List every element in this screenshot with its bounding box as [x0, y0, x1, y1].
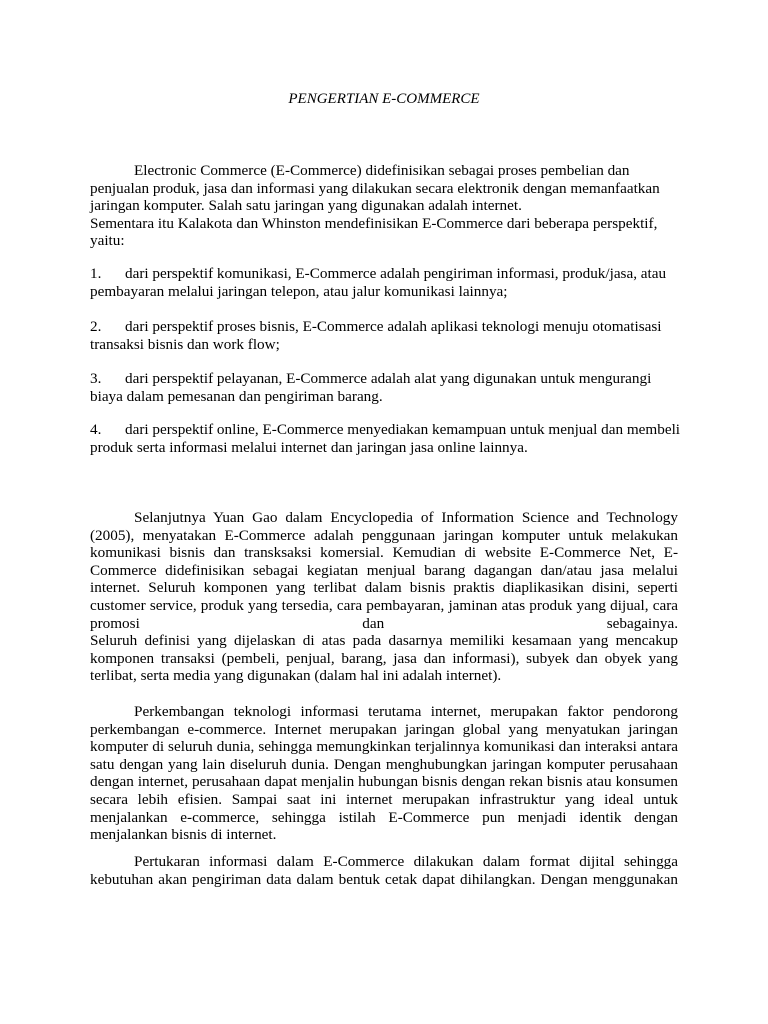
text-line: Selanjutnya Yuan Gao dalam Encyclopedia of Information Science and Technology: [134, 509, 678, 526]
perspective-item: [90, 370, 678, 405]
list-text: pembayaran melalui jaringan telepon, atau jalur komunikasi lainnya;: [90, 282, 508, 300]
text-line: jaringan komputer. Salah satu jaringan yang digunakan adalah internet.: [90, 197, 522, 215]
technology-paragraph: [90, 703, 678, 844]
text-line: internet. Seluruh komponen yang terlibat dalam bisnis praktis diaplikasikan disini, seperti: [90, 579, 678, 597]
list-text: dari perspektif pelayanan, E-Commerce adalah alat yang digunakan untuk mengurangi: [125, 370, 652, 387]
text-line: Seluruh definisi yang dijelaskan di atas pada dasarnya memiliki kesamaan yang mencakup: [90, 632, 678, 649]
list-number: 3.: [90, 370, 102, 387]
text-line: penjualan produk, jasa dan informasi yang dilakukan secara elektronik dengan memanfaatkan: [90, 179, 660, 197]
text-line: menjalankan bisnis di internet.: [90, 826, 277, 844]
list-text: dari perspektif komunikasi, E-Commerce adalah pengiriman informasi, produk/jasa, atau: [125, 265, 667, 282]
text-line: komunikasi bisnis dan transksaksi komersial. Kemudian di website E-Commerce Net, E-: [90, 544, 678, 562]
text-line: komputer di seluruh dunia, sehingga memungkinkan terjalinnya komunikasi dan interaksi antara: [90, 738, 678, 756]
text-line: Sementara itu Kalakota dan Whinston mendefinisikan E-Commerce dari beberapa perspektif,: [90, 214, 658, 232]
list-number: 4.: [90, 421, 102, 438]
list-number: 2.: [90, 318, 102, 335]
text-line: Electronic Commerce (E-Commerce) didefinisikan sebagai proses pembelian dan: [134, 162, 630, 179]
list-text: dari perspektif online, E-Commerce menyediakan kemampuan untuk menjual dan membeli: [125, 421, 681, 438]
text-line: Pertukaran informasi dalam E-Commerce dilakukan dalam format dijital sehingga: [134, 853, 678, 870]
definition-summary-paragraph: [90, 632, 678, 685]
text-line: menjalankan e-commerce, sehingga istilah E-Commerce pun menjadi identik dengan: [90, 808, 678, 826]
text-line: komponen transaksi (pembeli, penjual, barang, jasa dan informasi), subyek dan obyek yang: [90, 649, 678, 667]
perspective-item: [90, 318, 678, 353]
list-text: produk serta informasi melalui internet dan jaringan jasa online lainnya.: [90, 438, 528, 456]
list-text: transaksi bisnis dan work flow;: [90, 335, 280, 353]
list-text: biaya dalam pemesanan dan pengiriman barang.: [90, 387, 383, 405]
list-number: 1.: [90, 265, 102, 282]
exchange-paragraph: [90, 853, 678, 888]
text-line: secara lebih efisien. Sampai saat ini internet merupakan infrastruktur yang ideal untuk: [90, 790, 678, 808]
text-line: terlibat, serta media yang digunakan (dalam hal ini adalah internet).: [90, 667, 502, 685]
text-line: dengan internet, perusahaan dapat menjalin hubungan bisnis dengan rekan bisnis atau konsumen: [90, 773, 678, 791]
text-line: (2005), menyatakan E-Commerce adalah penggunaan jaringan komputer untuk melakukan: [90, 526, 678, 544]
page-title: PENGERTIAN E-COMMERCE: [288, 91, 480, 107]
text-line: satu dengan yang lain diseluruh dunia. Dengan menghubungkan jaringan komputer perusahaan: [90, 755, 678, 773]
yuan-gao-paragraph: [90, 509, 678, 632]
intro-paragraph: [90, 162, 678, 250]
text-line: kebutuhan akan pengiriman data dalam bentuk cetak dapat dihilangkan. Dengan menggunakan: [90, 870, 678, 888]
perspective-item: [90, 421, 681, 456]
list-text: dari perspektif proses bisnis, E-Commerce adalah aplikasi teknologi menuju otomatisasi: [125, 318, 662, 335]
text-line: perkembangan e-commerce. Internet merupakan jaringan global yang menyatukan jaringan: [90, 720, 678, 738]
perspective-item: [90, 265, 678, 300]
text-line: customer service, produk yang tersedia, cara pembayaran, jaminan atas produk yang dijual, cara: [90, 596, 678, 614]
text-line: Perkembangan teknologi informasi terutama internet, merupakan faktor pendorong: [134, 703, 678, 720]
text-line: yaitu:: [90, 232, 125, 250]
text-line: promosi dan sebagainya.: [90, 614, 678, 632]
text-line: Commerce didefinisikan sebagai kegiatan menjual barang dagangan dan/atau jasa melalui: [90, 561, 678, 579]
